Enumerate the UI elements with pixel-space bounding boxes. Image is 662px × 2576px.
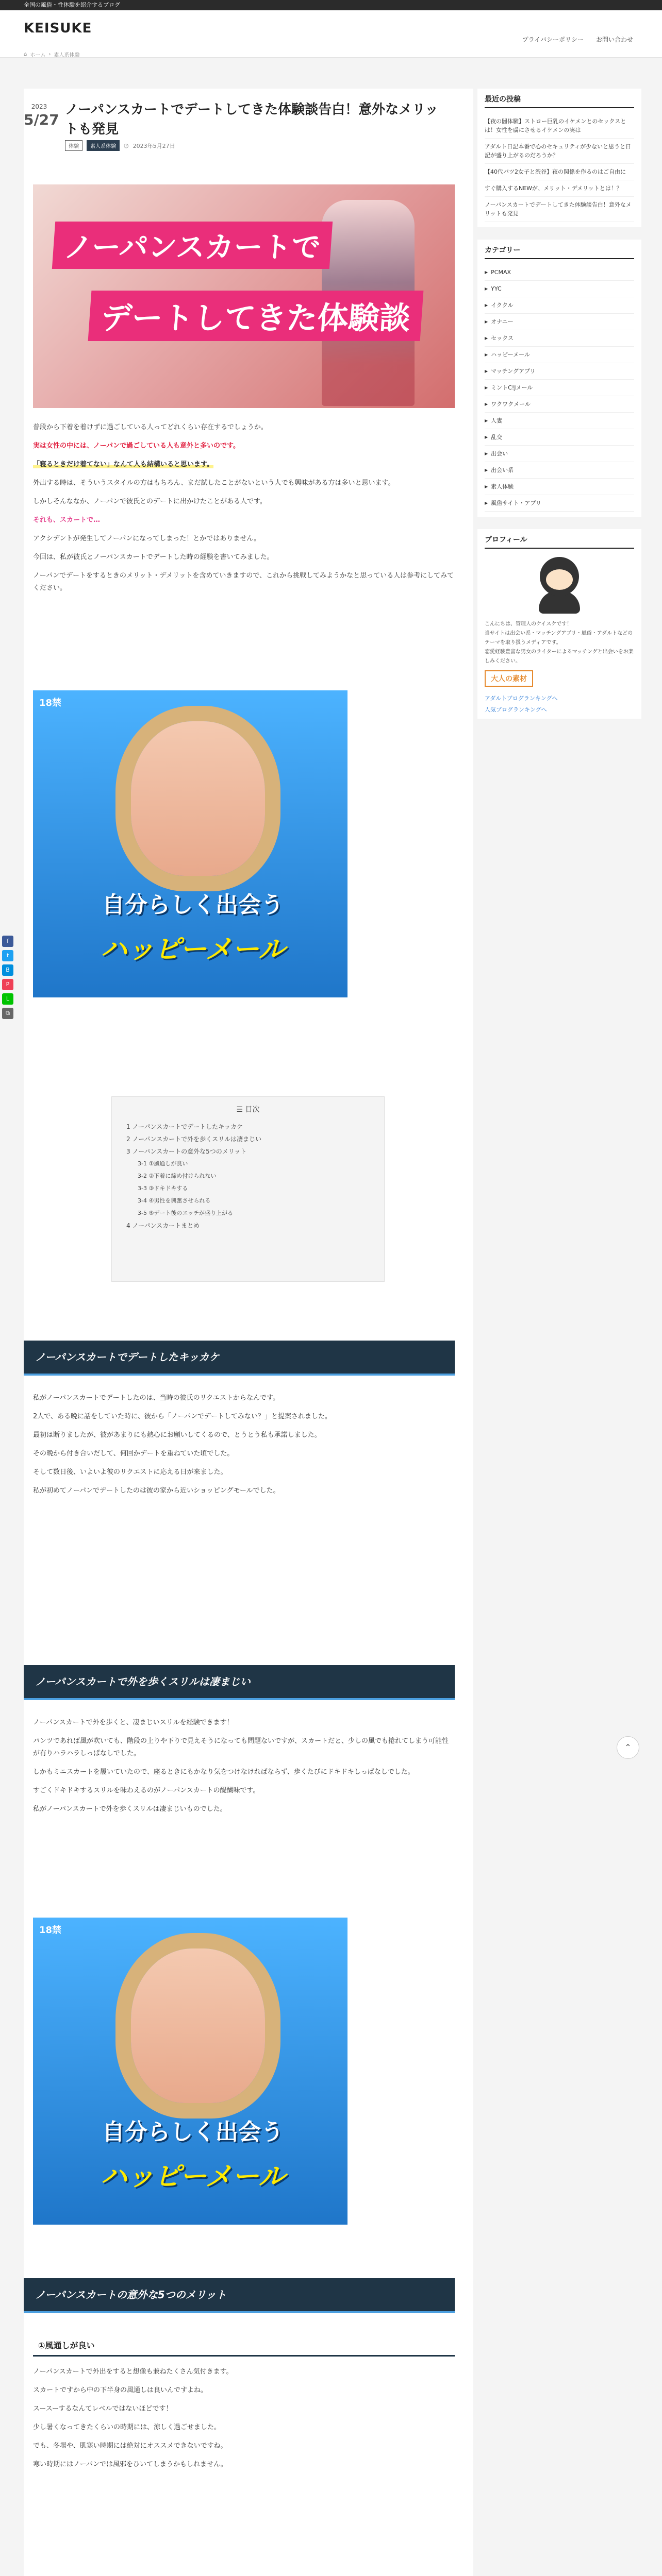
category-label: ミントC!Jメール: [491, 384, 533, 391]
recent-posts-widget: [477, 89, 641, 227]
recent-posts-list: [485, 113, 634, 222]
tag-badge[interactable]: 体験: [65, 140, 82, 151]
categories-widget: [477, 240, 641, 517]
folder-icon: ▶: [485, 435, 488, 439]
category-item[interactable]: [485, 297, 634, 314]
toc-item[interactable]: 3-5 ⑤デート後のエッチが盛り上がる: [138, 1210, 234, 1216]
paragraph: パンツであれば風が吹いても、階段の上りや下りで見えそうになっても問題ないですが、スカートだと、少しの風でも捲れてしまう可能性が有りハラハラしっぱなしでした。: [33, 1737, 449, 1757]
category-item[interactable]: [485, 479, 634, 495]
category-label: イククル: [491, 302, 514, 309]
paragraph: ノーパンでデートをするときのメリット・デメリットを含めていきますので、これから挑戦してみようかなと思っている人は参考にしてみてください。: [33, 572, 454, 592]
paragraph-pink: それも、スカートで…: [33, 516, 101, 524]
paragraph-highlight: 実は女性の中には、ノーパンで過ごしている人も意外と多いのです。: [33, 442, 240, 450]
recent-post-link[interactable]: アダルト日記本番で心のセキュリティが少ないと思うと日記が盛り上がるのだろうか？: [485, 139, 634, 164]
widget-title: カテゴリー: [485, 245, 634, 259]
share-buttons: [2, 936, 13, 1019]
section-heading: ノーパンスカートでデートしたキッカケ: [24, 1341, 455, 1376]
paragraph: 今回は、私が彼氏とノーパンスカートでデートした時の経験を書いてみました。: [33, 553, 274, 561]
folder-icon: ▶: [485, 286, 488, 291]
category-item[interactable]: [485, 363, 634, 380]
ranking-link[interactable]: 人気ブログランキングへ: [485, 706, 547, 713]
category-label: セックス: [491, 335, 514, 342]
site-header: [0, 10, 662, 58]
avatar: [523, 554, 595, 616]
breadcrumb-separator-icon: ›: [48, 52, 51, 57]
widget-title: プロフィール: [485, 534, 634, 549]
toc-item[interactable]: 3-1 ①風通しが良い: [138, 1160, 188, 1167]
tag-badge[interactable]: 素人系体験: [87, 140, 120, 151]
global-nav: [522, 35, 633, 44]
profile-greeting: こんにちは、管理人のケイスケです！: [485, 621, 572, 627]
ad-model-image: [131, 721, 265, 876]
folder-icon: ▶: [485, 303, 488, 308]
paragraph: 寒い時期にはノーパンでは風邪をひいてしまうかもしれません。: [33, 2461, 227, 2468]
table-of-contents: [111, 1096, 385, 1282]
paragraph: スカートですから中の下半身の風通しは良いんですよね。: [33, 2386, 208, 2394]
toc-item[interactable]: 4 ノーパンスカートまとめ: [126, 1222, 200, 1229]
hero-text-line1: ノーパンスカートで: [52, 222, 333, 269]
hatena-share-icon[interactable]: B: [2, 964, 13, 976]
paragraph: 私が初めてノーパンでデートしたのは彼の家から近いショッピングモールでした。: [33, 1487, 280, 1495]
facebook-share-icon[interactable]: f: [2, 936, 13, 947]
nav-privacy-link[interactable]: プライバシーポリシー: [522, 36, 584, 43]
clock-icon: ◷: [124, 142, 129, 149]
profile-description: 恋愛経験豊富な男女のライターによるマッチングと出会いをお楽しみください。: [485, 649, 634, 664]
ad-model-image: [131, 1948, 265, 2103]
category-item[interactable]: [485, 330, 634, 347]
category-item[interactable]: [485, 413, 634, 429]
category-item[interactable]: [485, 396, 634, 413]
paragraph: 普段から下着を着けずに過ごしている人ってどれくらい存在するでしょうか。: [33, 423, 268, 431]
paragraph: そして数日後、いよいよ彼のリクエストに応える日が来ました。: [33, 1468, 227, 1476]
breadcrumb-category[interactable]: 素人系体験: [54, 53, 80, 58]
paragraph: ノーパンスカートで外出をすると想像も兼ねたくさん気付きます。: [33, 2368, 233, 2376]
section-heading: ノーパンスカートの意外な5つのメリット: [24, 2278, 455, 2313]
paragraph: その晩から付き合いだして、何回かデートを重ねていた頃でした。: [33, 1450, 234, 1458]
paragraph: 少し暑くなってきたくらいの時期には、涼しく過ごせました。: [33, 2424, 221, 2431]
paragraph: しかもミニスカートを履いていたので、座るときにもかなり気をつけなければならず、歩くたびにドキドキしっぱなしでした。: [33, 1768, 415, 1776]
category-label: オナニー: [491, 318, 514, 325]
folder-icon: ▶: [485, 270, 488, 275]
paragraph: アクシデントが発生してノーパンになってしまった！とかではありません。: [33, 535, 261, 543]
category-label: 素人体験: [491, 483, 514, 490]
paragraph: 外出する時は、そういうスタイルの方はもちろん、まだ試したことがないという人でも興味がある方は多いと思います。: [33, 479, 395, 487]
top-tagline-bar: [0, 0, 662, 10]
toc-list: [126, 1121, 384, 1232]
post-date-block: [24, 103, 59, 128]
home-icon: ⌂: [24, 52, 27, 57]
paragraph: でも、冬場や、肌寒い時期には絶対にオススメできないですね。: [33, 2442, 227, 2450]
toc-title-text: 目次: [245, 1106, 260, 1114]
category-item[interactable]: [485, 462, 634, 479]
line-share-icon[interactable]: L: [2, 993, 13, 1005]
ad-age-badge: 18禁: [39, 698, 62, 708]
site-logo[interactable]: KEISUKE: [24, 21, 92, 36]
marker-text: 「寝るときだけ着てない」なんて人も結構いると思います。: [33, 461, 213, 468]
folder-icon: ▶: [485, 468, 488, 472]
ranking-link[interactable]: アダルトブログランキングへ: [485, 695, 558, 702]
copy-link-icon[interactable]: ⧉: [2, 1008, 13, 1019]
folder-icon: ▶: [485, 352, 488, 357]
article-main: [24, 89, 473, 2576]
category-list: [485, 264, 634, 512]
sidebar: [477, 89, 641, 713]
category-item[interactable]: [485, 380, 634, 396]
post-date: 2023年5月27日: [133, 142, 175, 149]
page-title: ノーパンスカートでデートしてきた体験談告白！意外なメリットも発見: [65, 102, 439, 137]
ad-copy: 自分らしく出会う: [102, 2119, 284, 2145]
ad-copy: 自分らしく出会う: [102, 892, 284, 918]
section-body: [33, 1392, 455, 1503]
paragraph: [33, 459, 455, 471]
category-item[interactable]: [485, 264, 634, 281]
category-label: ワクワクメール: [491, 401, 531, 408]
paragraph: ノーパンスカートで外を歩くと、凄まじいスリルを経験できます！: [33, 1719, 234, 1726]
folder-icon: ▶: [485, 501, 488, 505]
category-item[interactable]: [485, 314, 634, 330]
category-label: ハッピーメール: [491, 351, 530, 358]
category-label: 人妻: [491, 417, 503, 424]
paragraph: 私がノーパンスカートで外を歩くスリルは凄まじいものでした。: [33, 1805, 227, 1813]
category-item[interactable]: [485, 446, 634, 462]
folder-icon: ▶: [485, 385, 488, 390]
ad-brand: ハッピーメール: [100, 2161, 286, 2192]
folder-icon: ▶: [485, 336, 488, 341]
breadcrumb: [24, 50, 79, 58]
chevron-up-icon: ⌃: [624, 1742, 632, 1752]
category-item[interactable]: [485, 495, 634, 512]
category-label: 乱交: [491, 434, 503, 440]
subsection-heading: ①風通しが良い: [33, 2335, 455, 2357]
category-label: マッチングアプリ: [491, 368, 536, 375]
paragraph: 2人で、ある晩に話をしていた時に、彼から「ノーパンでデートしてみない？」と提案されました。: [33, 1413, 332, 1420]
site-tagline: 全国の風俗・性体験を紹介するブログ: [24, 2, 120, 8]
recent-post-link[interactable]: ノーパンスカートでデートしてきた体験談告白！意外なメリットも発見: [485, 197, 634, 222]
toc-item[interactable]: 3-2 ②下着に締め付けられない: [138, 1173, 217, 1179]
toc-item[interactable]: 3-4 ④男性を興奮させられる: [138, 1197, 211, 1204]
profile-description: 当サイトは出会い系・マッチングアプリ・風俗・アダルトなどのテーマを取り扱うメディアです。: [485, 631, 633, 646]
category-item[interactable]: [485, 281, 634, 297]
intro-text: [33, 421, 455, 601]
paragraph: 最初は断りましたが、彼があまりにも熱心にお願いしてくるので、とうとう私も承諾しました。: [33, 1431, 321, 1439]
category-label: PCMAX: [491, 269, 511, 276]
folder-icon: ▶: [485, 369, 488, 374]
section-body: [33, 1717, 455, 1822]
twitter-share-icon[interactable]: t: [2, 950, 13, 961]
recent-post-link[interactable]: 【夜の闇体験】ストロー巨乳のイケメンとのセックスとは！女性を虜にさせるイケメンの実は: [485, 113, 634, 139]
toc-item[interactable]: 1 ノーパンスカートでデートしたキッカケ: [126, 1123, 243, 1130]
section-heading: ノーパンスカートで外を歩くスリルは凄まじい: [24, 1665, 455, 1700]
paragraph: 私がノーパンスカートでデートしたのは、当時の彼氏のリクエストからなんです。: [33, 1394, 280, 1402]
ad-brand: ハッピーメール: [100, 934, 286, 965]
toc-item[interactable]: 2 ノーパンスカートで外を歩くスリルは凄まじい: [126, 1136, 262, 1143]
section-body: [33, 2366, 455, 2477]
toc-title: [112, 1104, 384, 1114]
folder-icon: ▶: [485, 484, 488, 489]
widget-title: 最近の投稿: [485, 94, 634, 108]
folder-icon: ▶: [485, 319, 488, 324]
toc-item[interactable]: 3 ノーパンスカートの意外な5つのメリット: [126, 1148, 247, 1155]
category-item[interactable]: [485, 429, 634, 446]
list-icon: ☰: [236, 1106, 245, 1114]
avatar-face: [546, 569, 573, 590]
category-label: YYC: [491, 285, 502, 292]
folder-icon: ▶: [485, 451, 488, 456]
paragraph: しかしそんななか、ノーパンで彼氏とのデートに出かけたことがある人です。: [33, 498, 267, 505]
ad-age-badge: 18禁: [39, 1925, 62, 1936]
recent-post-link[interactable]: すぐ購入するNEWが、メリット・デメリットとは！？: [485, 180, 634, 197]
category-label: 風俗サイト・アプリ: [491, 500, 541, 506]
ad-banner[interactable]: [33, 1918, 347, 2225]
scroll-to-top-button[interactable]: [617, 1736, 639, 1759]
category-label: 出会い系: [491, 467, 514, 473]
pocket-share-icon[interactable]: P: [2, 979, 13, 990]
hero-text-line2: デートしてきた体験談: [88, 291, 424, 341]
ad-banner[interactable]: [33, 690, 347, 997]
paragraph: スースーするなんてレベルではないほどです！: [33, 2405, 173, 2413]
hero-image: [33, 184, 455, 408]
toc-item[interactable]: 3-3 ③ドキドキする: [138, 1185, 188, 1192]
recent-post-link[interactable]: 【40代バツ2女子と渋谷】夜の関係を作るのはご自由に: [485, 164, 634, 180]
profile-widget: [477, 529, 641, 719]
post-meta: [65, 140, 175, 151]
category-label: 出会い: [491, 450, 508, 457]
breadcrumb-home[interactable]: ホーム: [30, 53, 46, 58]
category-item[interactable]: [485, 347, 634, 363]
folder-icon: ▶: [485, 418, 488, 423]
ranking-badge[interactable]: 大人の素材: [485, 670, 533, 687]
paragraph: すごくドキドキするスリルを味わえるのがノーパンスカートの醍醐味です。: [33, 1787, 260, 1794]
post-month-day: 5/27: [24, 111, 59, 128]
folder-icon: ▶: [485, 402, 488, 406]
post-year: 2023: [31, 103, 47, 110]
nav-contact-link[interactable]: お問い合わせ: [595, 36, 633, 43]
